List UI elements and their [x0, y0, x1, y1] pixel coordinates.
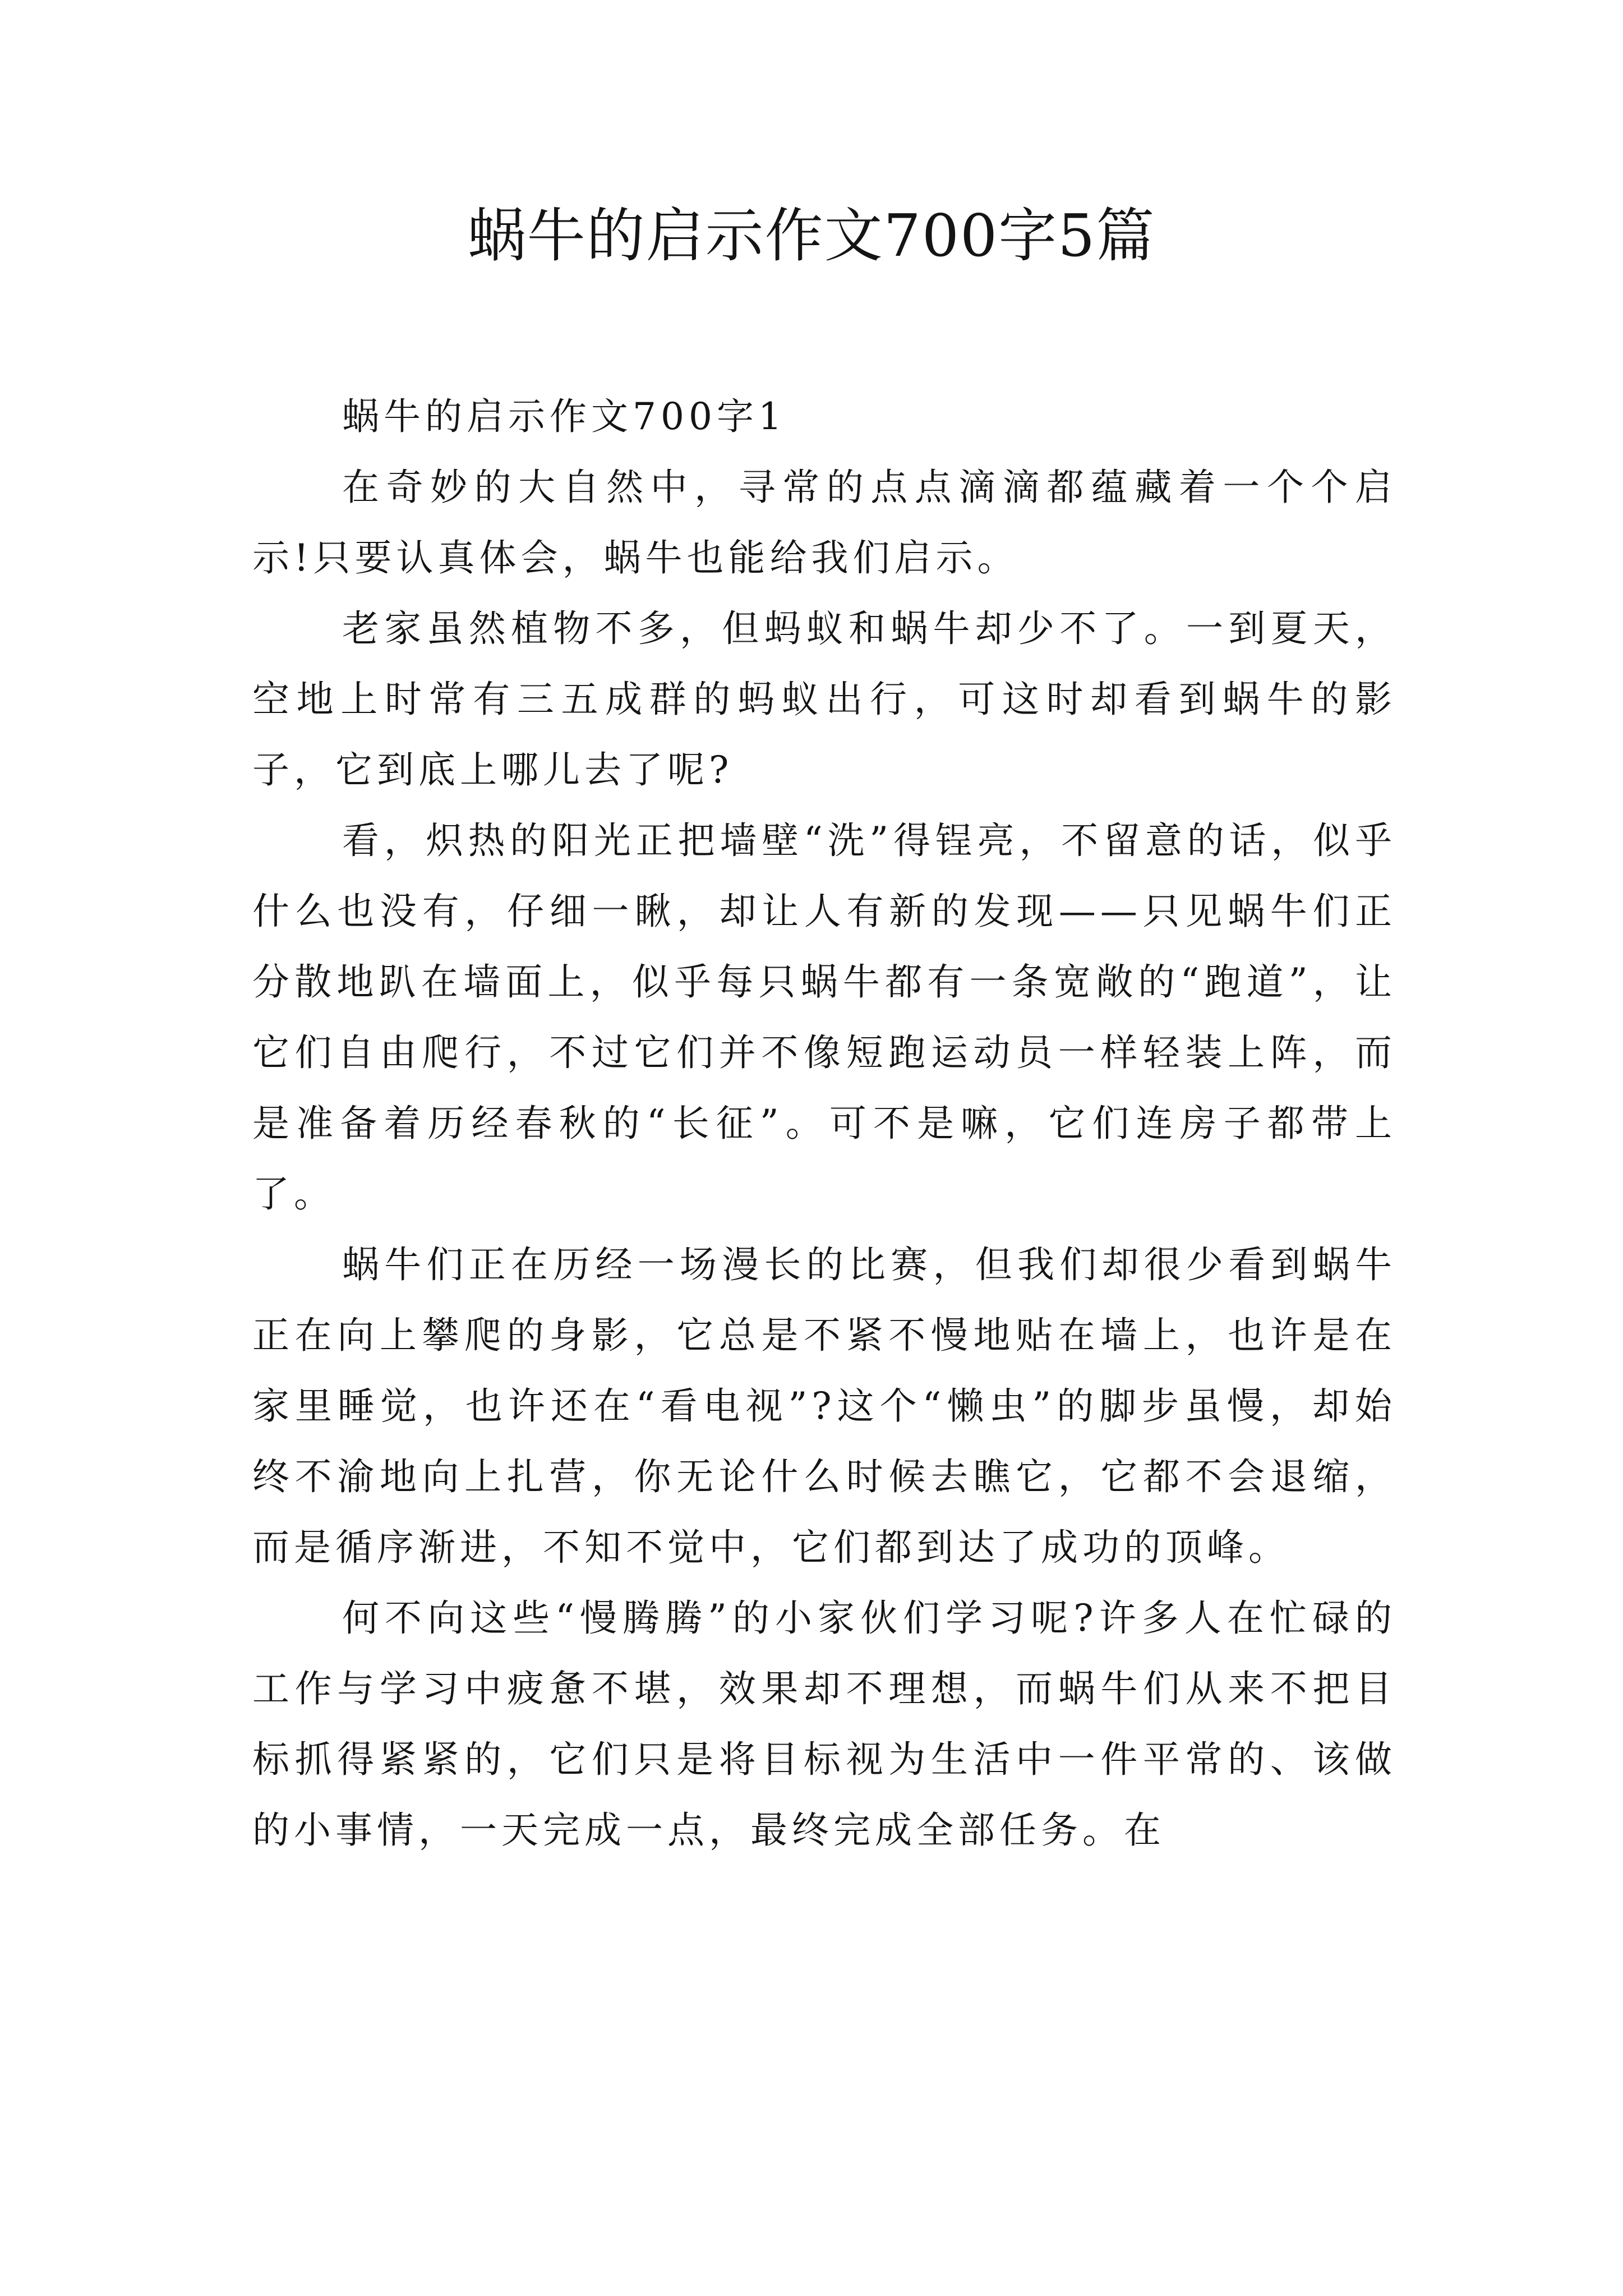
- paragraph: 在奇妙的大自然中，寻常的点点滴滴都蕴藏着一个个启示!只要认真体会，蜗牛也能给我们启示。: [252, 466, 1396, 579]
- paragraph: 何不向这些“慢腾腾”的小家伙们学习呢?许多人在忙碌的工作与学习中疲惫不堪，效果却不理想，而蜗牛们从来不把目标抓得紧紧的，它们只是将目标视为生活中一件平常的、该做的小事情，一天完成一点，最终完成全部任务。在: [252, 1596, 1396, 1852]
- paragraph: 蜗牛们正在历经一场漫长的比赛，但我们却很少看到蜗牛正在向上攀爬的身影，它总是不紧不慢地贴在墙上，也许是在家里睡觉，也许还在“看电视”?这个“懒虫”的脚步虽慢，却始终不渝地向上扎营，你无论什么时候去瞧它，它都不会退缩，而是循序渐进，不知不觉中，它们都到达了成功的顶峰。: [252, 1243, 1396, 1569]
- document-title: 蜗牛的启示作文700字5篇: [467, 201, 1156, 270]
- paragraph: 老家虽然植物不多，但蚂蚁和蜗牛却少不了。一到夏天，空地上时常有三五成群的蚂蚁出行，可这时却看到蜗牛的影子，它到底上哪儿去了呢?: [252, 607, 1396, 792]
- paragraph: 看，炽热的阳光正把墙壁“洗”得锃亮，不留意的话，似乎什么也没有，仔细一瞅，却让人有新的发现——只见蜗牛们正分散地趴在墙面上，似乎每只蜗牛都有一条宽敞的“跑道”，让它们自由爬行，不过它们并不像短跑运动员一样轻装上阵，而是准备着历经春秋的“长征”。可不是嘛，它们连房子都带上了。: [252, 819, 1396, 1216]
- section-heading: 蜗牛的启示作文700字1: [342, 395, 786, 438]
- document-body: [252, 381, 1396, 1866]
